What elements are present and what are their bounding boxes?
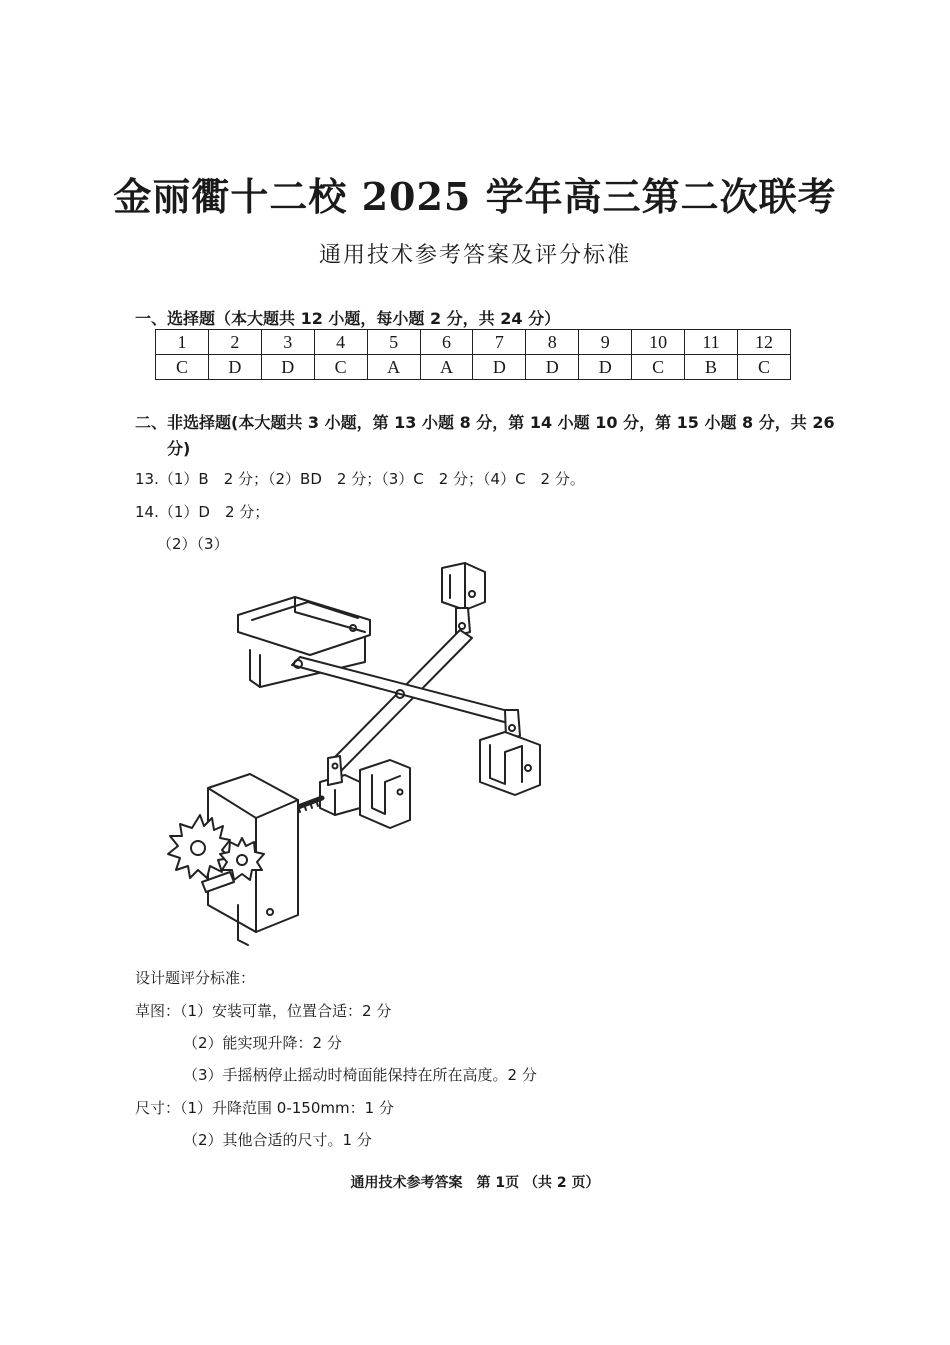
answer-cell: A: [367, 355, 420, 380]
answer-cell: C: [632, 355, 685, 380]
question-number: 9: [579, 330, 632, 355]
answer-table: [155, 329, 791, 380]
question-number: 6: [420, 330, 473, 355]
sketch-criterion-3: （3）手摇柄停止摇动时椅面能保持在所在高度。2 分: [183, 1066, 537, 1084]
answer-cell: C: [314, 355, 367, 380]
question-number: 8: [526, 330, 579, 355]
question-number: 11: [685, 330, 738, 355]
grading-title: 设计题评分标准：: [135, 969, 256, 987]
answer-cell: A: [420, 355, 473, 380]
answer-cell: C: [737, 355, 790, 380]
guide-bracket: [360, 760, 410, 828]
question-number: 1: [156, 330, 209, 355]
sketch-criterion-2: （2）能实现升降：2 分: [183, 1034, 342, 1052]
dimension-criterion-1: 尺寸：（1）升降范围 0-150mm：1 分: [135, 1099, 394, 1117]
answer-cell: B: [685, 355, 738, 380]
sketch-criterion-1: 草图：（1）安装可靠，位置合适：2 分: [135, 1002, 392, 1020]
question-number: 5: [367, 330, 420, 355]
section2-heading-cont: 分): [167, 439, 191, 458]
screw-nut-block: [320, 756, 360, 815]
answer-table-answer-row: [156, 355, 791, 380]
section2-heading: 二、非选择题(本大题共 3 小题，第 13 小题 8 分，第 14 小题 10 分，第 15 小题 8 分，共 26: [135, 413, 835, 432]
q14-part1-answer: 14.（1）D 2 分；: [135, 503, 270, 521]
question-number: 4: [314, 330, 367, 355]
scissor-lift-sketch: [160, 560, 560, 950]
q14-part23-label: （2）（3）: [157, 535, 229, 553]
answer-cell: C: [156, 355, 209, 380]
answer-table-number-row: [156, 330, 791, 355]
answer-cell: D: [261, 355, 314, 380]
question-number: 2: [208, 330, 261, 355]
answer-cell: D: [473, 355, 526, 380]
question-number: 3: [261, 330, 314, 355]
bottom-right-bracket: [480, 710, 540, 795]
answer-cell: D: [526, 355, 579, 380]
answer-cell: D: [579, 355, 632, 380]
page-title: 金丽衢十二校 2025 学年高三第二次联考: [113, 174, 837, 219]
question-number: 12: [737, 330, 790, 355]
top-pivot-bracket: [442, 563, 485, 636]
answer-cell: D: [208, 355, 261, 380]
question-number: 10: [632, 330, 685, 355]
question-number: 7: [473, 330, 526, 355]
section1-heading: 一、选择题（本大题共 12 小题，每小题 2 分，共 24 分）: [135, 309, 561, 328]
page-subtitle: 通用技术参考答案及评分标准: [318, 243, 631, 268]
dimension-criterion-2: （2）其他合适的尺寸。1 分: [183, 1131, 372, 1149]
q13-answer: 13.（1）B 2 分；（2）BD 2 分；（3）C 2 分；（4）C 2 分。: [135, 470, 585, 488]
page-footer: 通用技术参考答案 第 1页 （共 2 页）: [350, 1175, 600, 1191]
